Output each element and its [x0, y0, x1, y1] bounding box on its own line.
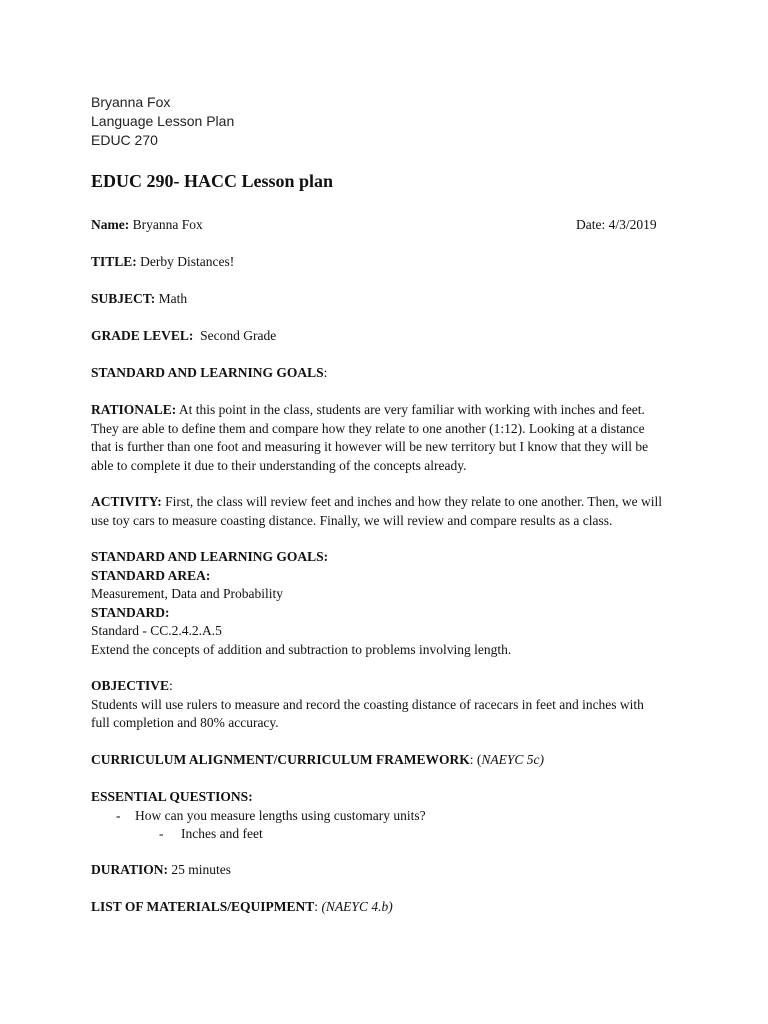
- date-value: 4/3/2019: [608, 217, 657, 232]
- rationale-line-1: [91, 401, 645, 420]
- standard-description: Extend the concepts of addition and subtraction to problems involving length.: [91, 641, 512, 657]
- name-label: Name:: [91, 217, 130, 232]
- rationale-text-1: At this point in the class, students are very familiar with working with inches and feet.: [178, 402, 645, 417]
- lesson-title-value: Derby Distances!: [140, 254, 235, 269]
- standard-area-label: STANDARD AREA:: [91, 567, 211, 583]
- duration-line: [91, 861, 231, 880]
- objective-line-2: full completion and 80% accuracy.: [91, 715, 279, 730]
- curriculum-label: CURRICULUM ALIGNMENT/CURRICULUM FRAMEWORK: [91, 752, 470, 767]
- standard-goals-heading-2: [91, 548, 328, 567]
- essential-questions-heading: [91, 788, 253, 807]
- essential-questions-label: ESSENTIAL QUESTIONS:: [91, 789, 253, 804]
- duration-label: DURATION:: [91, 862, 168, 877]
- standard-label: STANDARD:: [91, 604, 170, 620]
- name-value: Bryanna Fox: [132, 217, 203, 232]
- standard-goals-label: STANDARD AND LEARNING GOALS: [91, 365, 324, 380]
- subject-line: [91, 290, 187, 309]
- materials-label: LIST OF MATERIALS/EQUIPMENT: [91, 899, 315, 914]
- materials-suffix: :: [314, 899, 322, 914]
- standard-goals-suffix: :: [323, 365, 328, 380]
- sub-bullet-dash: -: [159, 826, 164, 841]
- bullet-dash: -: [116, 807, 121, 823]
- materials-line: [91, 898, 393, 917]
- author-name: Bryanna Fox: [91, 94, 171, 110]
- essential-question-item: How can you measure lengths using customary units?: [135, 807, 426, 823]
- rationale-line-2: They are able to define them and compare how they relate to one another (1:12). Looking at a distance: [91, 420, 645, 436]
- activity-label: ACTIVITY:: [91, 494, 162, 509]
- objective-line-1: Students will use rulers to measure and record the coasting distance of racecars in feet and inches with: [91, 696, 644, 712]
- activity-line-1: [91, 493, 662, 512]
- duration-value: 25 minutes: [171, 862, 231, 877]
- lesson-title-label: TITLE:: [91, 254, 137, 269]
- course-code: EDUC 270: [91, 132, 158, 148]
- rationale-line-3: that is further than one foot and measuring it however will be new territory but I know that they will be: [91, 439, 649, 454]
- rationale-line-4: able to complete it due to their understanding of the concepts already.: [91, 457, 467, 473]
- essential-question-subitem: Inches and feet: [181, 826, 263, 841]
- standard-heading: [91, 604, 170, 623]
- standard-goals-heading: [91, 364, 327, 383]
- standard-area-value: Measurement, Data and Probability: [91, 586, 283, 601]
- lesson-title-line: [91, 253, 234, 272]
- activity-text-1: First, the class will review feet and inches and how they relate to one another. Then, we will: [165, 494, 663, 509]
- objective-label: OBJECTIVE: [91, 678, 170, 693]
- curriculum-suffix: : (: [469, 752, 482, 767]
- standard-area-heading: [91, 567, 210, 586]
- subject-value: Math: [158, 291, 188, 306]
- standard-code: Standard - CC.2.4.2.A.5: [91, 623, 222, 638]
- rationale-label: RATIONALE:: [91, 402, 177, 417]
- date-label: Date:: [576, 217, 606, 232]
- objective-suffix: :: [169, 678, 173, 693]
- standard-goals-label-2: STANDARD AND LEARNING GOALS:: [91, 549, 329, 564]
- grade-level-line: [91, 327, 276, 346]
- curriculum-ref: NAEYC 5c: [481, 752, 540, 767]
- subject-label: SUBJECT:: [91, 291, 156, 306]
- curriculum-line: [91, 751, 544, 770]
- date-line: [576, 216, 657, 235]
- objective-heading: [91, 677, 173, 696]
- activity-line-2: use toy cars to measure coasting distance. Finally, we will review and compare results as a class.: [91, 512, 613, 528]
- grade-level-value: Second Grade: [200, 328, 277, 343]
- curriculum-close: ): [539, 752, 545, 767]
- document-type: Language Lesson Plan: [91, 113, 235, 129]
- document-title: EDUC 290- HACC Lesson plan: [91, 171, 334, 191]
- materials-ref: (NAEYC 4.b): [321, 899, 393, 914]
- name-line: [91, 216, 203, 235]
- grade-level-label: GRADE LEVEL:: [91, 328, 194, 343]
